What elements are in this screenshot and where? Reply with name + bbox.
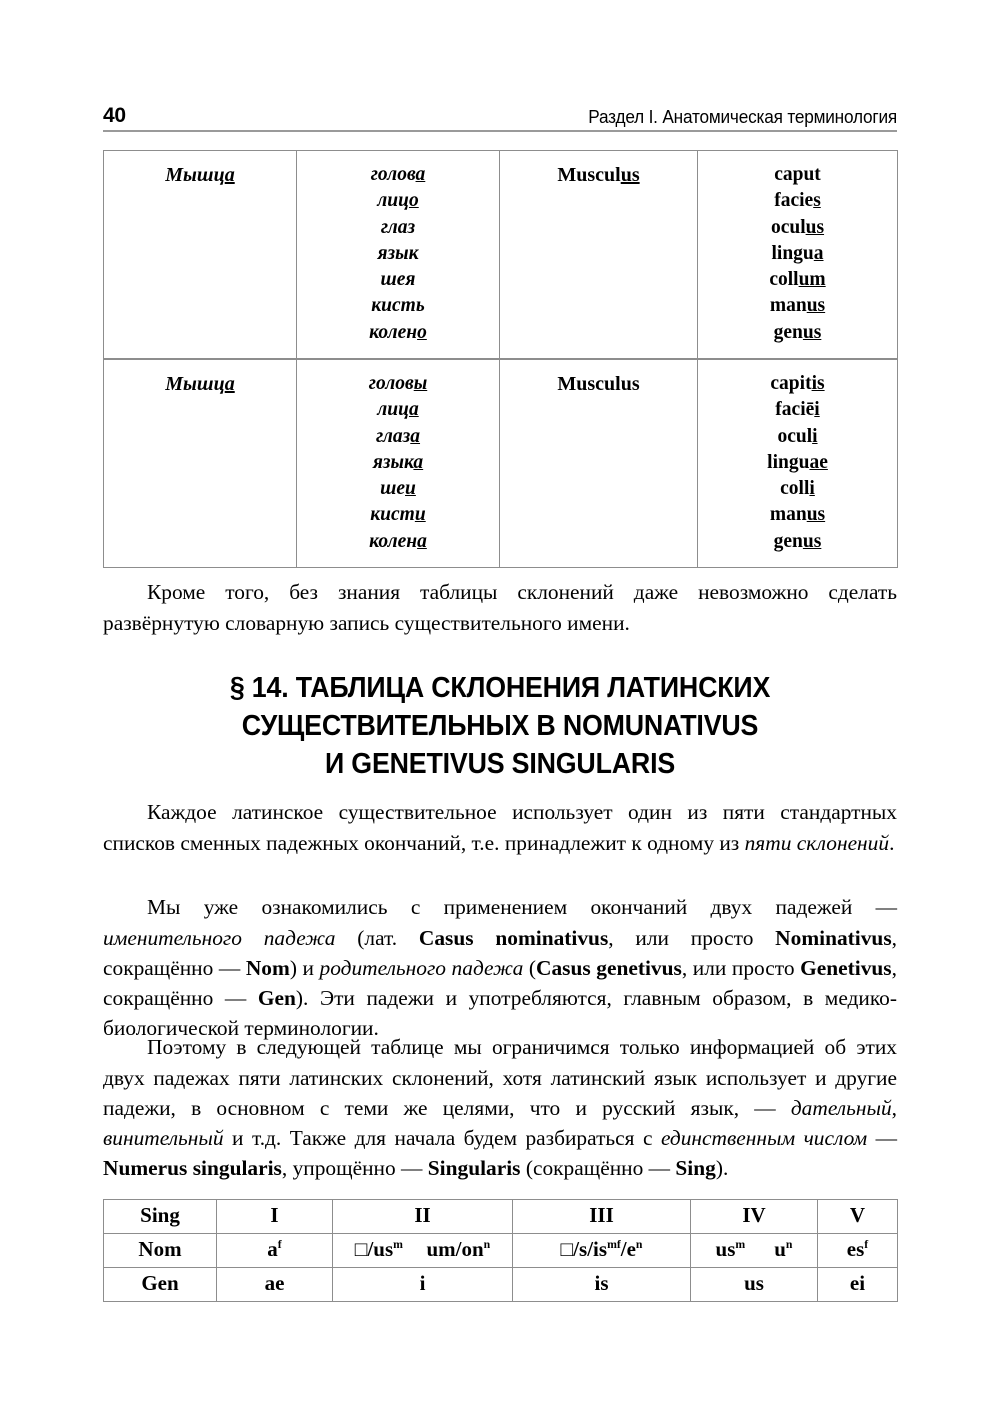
header-cell-iv: IV: [691, 1200, 818, 1234]
gender-marker: f: [277, 1238, 282, 1251]
nom-cell-v: [818, 1234, 898, 1268]
word-stem: голов: [368, 373, 414, 394]
word-stem: ocul: [770, 216, 806, 238]
ending-variant: [426, 1237, 490, 1262]
text-run: .: [889, 830, 895, 855]
term-bold: Nom: [245, 955, 290, 980]
table-nominative: [103, 150, 898, 359]
word-la: [698, 320, 897, 346]
word-stem: capit: [770, 373, 812, 394]
word-ending: ы: [413, 373, 428, 394]
word-stem: голов: [370, 164, 416, 185]
text-run-italic: именительного падежа: [103, 925, 336, 950]
table-genitive: [103, 359, 898, 568]
section-heading-line-1: § 14. ТАБЛИЦА СКЛОНЕНИЯ ЛАТИНСКИХ: [229, 671, 771, 704]
word-la: [698, 476, 897, 502]
word-ending: us: [806, 295, 826, 317]
nom-cell-iii: [513, 1234, 691, 1268]
cell-la-head: [500, 151, 698, 359]
text-run: (лат.: [335, 925, 419, 950]
word-la: [698, 215, 897, 241]
section-heading-line-3: И GENETIVUS SINGULARIS: [324, 747, 676, 780]
la-head-stem: Muscul: [557, 164, 621, 186]
word-la: [698, 188, 897, 214]
word-la: [698, 450, 897, 476]
ru-head-ending: а: [224, 373, 235, 395]
ru-head-ending: а: [224, 164, 235, 186]
nom-cell-i: [217, 1234, 333, 1268]
la-head-ending: us: [620, 164, 640, 186]
la-head-stem: Musculus: [557, 373, 640, 395]
word-ending: i: [814, 399, 820, 421]
word-ending: а: [413, 451, 424, 473]
text-run: Мы уже ознакомились с применением окончаний двух падежей —: [147, 895, 897, 920]
word-ru: [297, 476, 499, 502]
text-run-italic: пяти склонений: [744, 830, 890, 855]
ending-base: u: [774, 1237, 786, 1261]
ending-base: /e: [620, 1237, 636, 1261]
word-ru: [297, 241, 499, 267]
text-run: , или просто: [608, 925, 776, 950]
word-stem: man: [769, 295, 807, 317]
ru-head-stem: Мышц: [165, 373, 225, 395]
running-title: Раздел I. Анатомическая терминология: [588, 105, 897, 127]
text-run: ).: [715, 1156, 729, 1181]
row-label-gen: Gen: [104, 1268, 217, 1302]
word-ru: [297, 424, 499, 450]
cell-la-head: [500, 360, 698, 568]
text-run: Каждое латинское существительное использует один из пяти стандартных списков сменных падежных окончаний, т.е. принадлежит к одному из: [103, 800, 897, 855]
cell-la-forms: [698, 151, 898, 359]
cell-ru-head: [104, 360, 297, 568]
gen-cell-ii: i: [333, 1268, 513, 1302]
word-stem: ocul: [777, 425, 813, 447]
ending-base: □/s/is: [560, 1237, 608, 1261]
word-la: [698, 267, 897, 293]
term-bold: Gen: [257, 986, 296, 1010]
word-stem: язык: [377, 242, 419, 264]
table-declension-endings: [103, 1199, 898, 1302]
header-divider: [103, 130, 897, 132]
word-stem: coll: [780, 478, 810, 500]
ending-variant: [355, 1237, 403, 1262]
word-stem: lingu: [767, 451, 810, 473]
text-run: и т.д. Также для начала будем разбираться с: [223, 1126, 661, 1150]
word-stem: колен: [369, 530, 418, 552]
text-run: Поэтому в следующей таблице мы ограничимся только информацией об этих двух падежах пяти латинских склонений, хотя латинский язык использует и другие падежи, в основном с теми же целями, что и русский язык, —: [103, 1035, 897, 1120]
cell-la-forms: [698, 360, 898, 568]
term-bold: Sing: [675, 1156, 716, 1181]
word-ending: о: [408, 190, 419, 212]
word-ru: [297, 162, 499, 188]
text-run: (сокращённо —: [520, 1156, 676, 1181]
word-ending: и: [405, 478, 416, 500]
table-row-gen: [104, 1268, 898, 1302]
word-ending: а: [417, 530, 427, 552]
header-cell-ii: II: [333, 1200, 513, 1234]
word-la: [698, 529, 897, 555]
word-ending: ae: [809, 451, 828, 473]
word-ending: а: [415, 164, 426, 185]
header-cell-i: I: [217, 1200, 333, 1234]
ending-variant: [774, 1237, 792, 1262]
gender-marker: f: [864, 1238, 869, 1251]
table-header-row: [104, 1200, 898, 1234]
gen-cell-iii: is: [513, 1268, 691, 1302]
term-bold: Casus genetivus: [536, 955, 682, 980]
word-ru: [297, 215, 499, 241]
section-heading: [103, 669, 897, 783]
word-ending: о: [417, 321, 427, 343]
word-ru: [297, 397, 499, 423]
word-la: [698, 293, 897, 319]
table-row: [104, 151, 898, 359]
word-stem: gen: [773, 321, 803, 343]
paragraph-2: [103, 892, 897, 1043]
word-stem: caput: [774, 164, 821, 185]
word-la: [698, 371, 897, 397]
paragraph-intro: Кроме того, без знания таблицы склонений даже невозможно сделать развёрнутую словарную запись существительного имени.: [103, 580, 897, 635]
word-stem: кист: [370, 504, 415, 526]
word-ending: а: [410, 425, 421, 447]
word-ending: и: [414, 504, 426, 526]
word-ending: us: [805, 216, 825, 238]
word-ru: [297, 320, 499, 346]
ending-base: us: [715, 1237, 736, 1261]
word-ending: i: [812, 425, 818, 447]
word-ru: [297, 267, 499, 293]
page-number: 40: [103, 104, 126, 127]
word-la: [698, 162, 897, 188]
word-ending: um: [798, 269, 826, 291]
cell-ru-forms: [297, 151, 500, 359]
term-bold: Numerus singularis: [103, 1156, 282, 1181]
term-bold: Singularis: [427, 1156, 521, 1181]
word-ending: is: [811, 373, 825, 394]
ending-base: um/on: [426, 1237, 484, 1261]
word-stem: колен: [369, 321, 418, 343]
word-stem: coll: [769, 269, 799, 291]
gen-cell-iv: us: [691, 1268, 818, 1302]
word-ru: [297, 450, 499, 476]
word-stem: lingu: [771, 242, 814, 264]
text-run: —: [867, 1126, 897, 1150]
gender-marker: n: [483, 1238, 491, 1251]
ending-variant: [716, 1237, 746, 1262]
text-run-italic: винительный: [103, 1126, 224, 1150]
word-la: [698, 397, 897, 423]
word-stem: man: [769, 504, 807, 526]
word-stem: gen: [773, 530, 803, 552]
word-ru: [297, 529, 499, 555]
gender-marker: mf: [607, 1238, 621, 1251]
word-ending: i: [809, 478, 815, 500]
text-run: , или просто: [681, 955, 801, 980]
gender-marker: n: [635, 1238, 643, 1251]
word-stem: кисть: [371, 295, 425, 317]
table-row-nom: [104, 1234, 898, 1268]
cell-ru-head: [104, 151, 297, 359]
row-label-nom: Nom: [104, 1234, 217, 1268]
word-ending: s: [813, 190, 821, 212]
text-run-italic: родительного падежа: [319, 955, 524, 980]
word-la: [698, 502, 897, 528]
word-stem: шея: [380, 269, 416, 291]
ending-base: □/us: [354, 1237, 394, 1261]
table-row: [104, 360, 898, 568]
term-bold: Nominativus: [775, 925, 892, 950]
word-ru: [297, 293, 499, 319]
word-ru: [297, 371, 499, 397]
term-bold: Genetivus: [800, 955, 892, 980]
header-cell-v: V: [818, 1200, 898, 1234]
word-stem: глаз: [375, 425, 411, 447]
gen-cell-i: ae: [217, 1268, 333, 1302]
text-run-italic: дательный: [790, 1095, 892, 1120]
word-ru: [297, 502, 499, 528]
gender-marker: m: [735, 1238, 746, 1251]
word-stem: faciē: [775, 399, 815, 421]
gender-marker: n: [785, 1238, 793, 1251]
nom-cell-iv: [691, 1234, 818, 1268]
word-ru: [297, 188, 499, 214]
paragraph-3: [103, 1032, 897, 1183]
gender-marker: m: [393, 1238, 403, 1251]
header-cell-iii: III: [513, 1200, 691, 1234]
word-la: [698, 241, 897, 267]
gen-cell-v: ei: [818, 1268, 898, 1302]
term-bold: Casus nominativus: [418, 925, 609, 950]
text-run: , сокращённо —: [103, 925, 898, 980]
word-stem: язык: [372, 451, 414, 473]
text-run: , сокращённо —: [103, 955, 897, 1010]
section-heading-line-2: СУЩЕСТВИТЕЛЬНЫХ В NOMUNATIVUS: [241, 709, 759, 742]
nom-cell-ii: [333, 1234, 513, 1268]
word-ending: us: [802, 321, 822, 343]
text-run: (: [523, 955, 537, 980]
word-stem: лиц: [377, 399, 409, 421]
word-la: [698, 424, 897, 450]
text-run: ) и: [289, 955, 320, 980]
text-run-italic: единственным числом: [660, 1126, 868, 1150]
header-cell-sing: Sing: [104, 1200, 217, 1234]
word-ending: us: [806, 504, 826, 526]
running-head: [103, 92, 897, 126]
word-stem: лиц: [377, 190, 409, 212]
word-ending: а: [408, 399, 419, 421]
word-stem: ше: [380, 478, 406, 500]
word-stem: facie: [774, 190, 814, 212]
cell-ru-forms: [297, 360, 500, 568]
ru-head-stem: Мышц: [165, 164, 225, 186]
ending-base: a: [267, 1237, 278, 1261]
ending-base: es: [846, 1237, 865, 1261]
text-run: ,: [891, 1095, 897, 1120]
text-run: ). Эти падежи и употребляются, главным образом, в медико-биологической терминологии.: [103, 986, 897, 1041]
word-ending: us: [802, 530, 822, 552]
word-stem: глаз: [380, 216, 416, 238]
text-run: , упрощённо —: [281, 1156, 428, 1181]
paragraph-1: [103, 797, 897, 857]
word-ending: a: [813, 242, 824, 264]
